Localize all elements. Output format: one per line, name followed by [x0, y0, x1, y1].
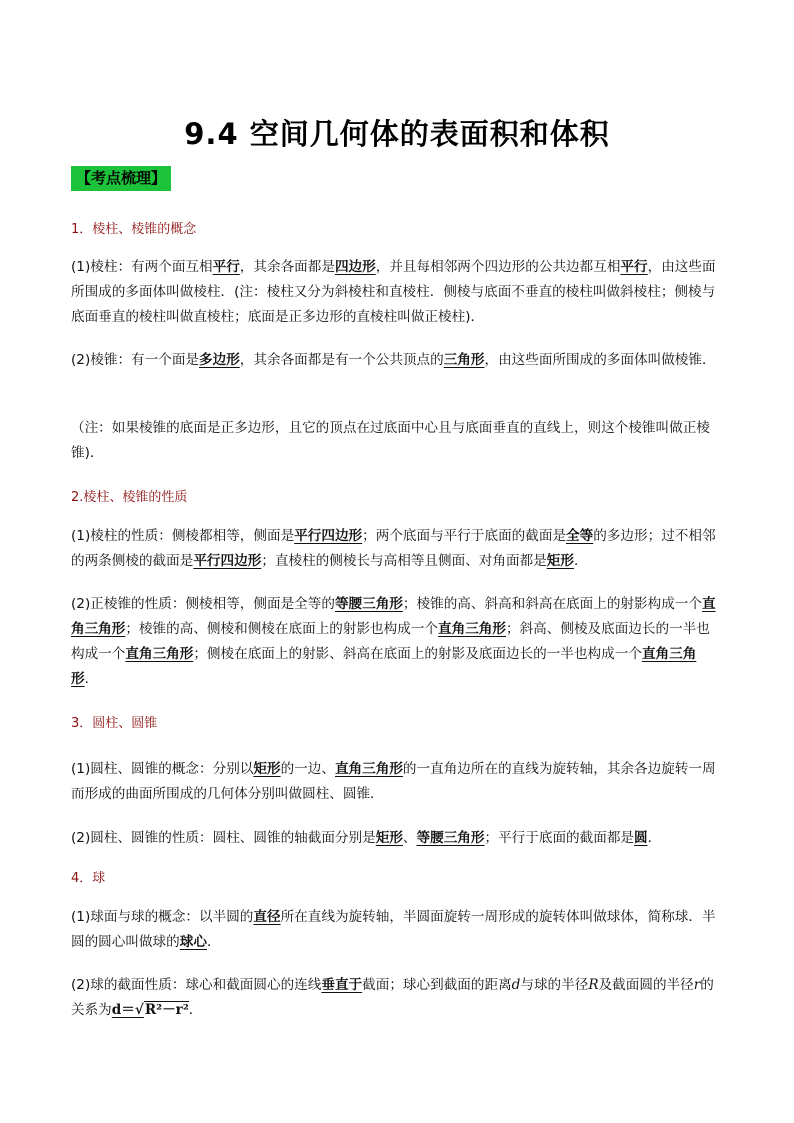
section-tag: 【考点梳理】 [71, 166, 171, 191]
heading-1: 1．棱柱、棱锥的概念 [71, 222, 197, 237]
paragraph-3-2: (2)圆柱、圆锥的性质：圆柱、圆锥的轴截面分别是矩形、等腰三角形；平行于底面的截面都是圆． [71, 830, 662, 846]
paragraph-2-2: (2)正棱锥的性质：侧棱相等，侧面是全等的等腰三角形；棱锥的高、斜高和斜高在底面上的射影构成一个直角三角形；棱锥的高、侧棱和侧棱在底面上的射影也构成一个直角三角形；斜高、侧棱及底面边长的一半也构成一个直角三角形；侧棱在底面上的射影、斜高在底面上的射影及底面边长的一半也构成一个直角三角形． [71, 596, 716, 687]
paragraph-1-2: (2)棱锥：有一个面是多边形，其余各面都是有一个公共顶点的三角形，由这些面所围成的多面体叫做棱锥． [71, 352, 716, 368]
heading-2: 2.棱柱、棱锥的性质 [71, 490, 188, 505]
heading-3: 3．圆柱、圆锥 [71, 716, 158, 731]
paragraph-4-1: (1)球面与球的概念：以半圆的直径所在直线为旋转轴，半圆面旋转一周形成的旋转体叫做球体，简称球．半圆的圆心叫做球的球心． [71, 909, 716, 950]
paragraph-1-3: （注：如果棱锥的底面是正多边形，且它的顶点在过底面中心且与底面垂直的直线上，则这个棱锥叫做正棱锥)． [71, 420, 710, 461]
radicand: R²－r² [144, 1002, 189, 1018]
paragraph-4-2: (2)球的截面性质：球心和截面圆心的连线垂直于截面；球心到截面的距离d与球的半径R及截面圆的半径r的关系为d＝√R²－r²． [71, 977, 714, 1018]
heading-4: 4．球 [71, 871, 106, 886]
page-title: 9.4 空间几何体的表面积和体积 [184, 117, 610, 151]
paragraph-2-1: (1)棱柱的性质：侧棱都相等，侧面是平行四边形；两个底面与平行于底面的截面是全等的多边形；过不相邻的两条侧棱的截面是平行四边形；直棱柱的侧棱长与高相等且侧面、对角面都是矩形． [71, 528, 716, 569]
paragraph-3-1: (1)圆柱、圆锥的概念：分别以矩形的一边、直角三角形的一直角边所在的直线为旋转轴，其余各边旋转一周而形成的曲面所围成的几何体分别叫做圆柱、圆锥． [71, 761, 716, 802]
formula: d＝√R²－r² [111, 1002, 189, 1018]
paragraph-1-1: (1)棱柱：有两个面互相平行，其余各面都是四边形，并且每相邻两个四边形的公共边都互相平行，由这些面所围成的多面体叫做棱柱．(注：棱柱又分为斜棱柱和直棱柱．侧棱与底面不垂直的棱柱叫做斜棱柱；侧棱与底面垂直的棱柱叫做直棱柱；底面是正多边形的直棱柱叫做正棱柱)． [71, 259, 716, 325]
